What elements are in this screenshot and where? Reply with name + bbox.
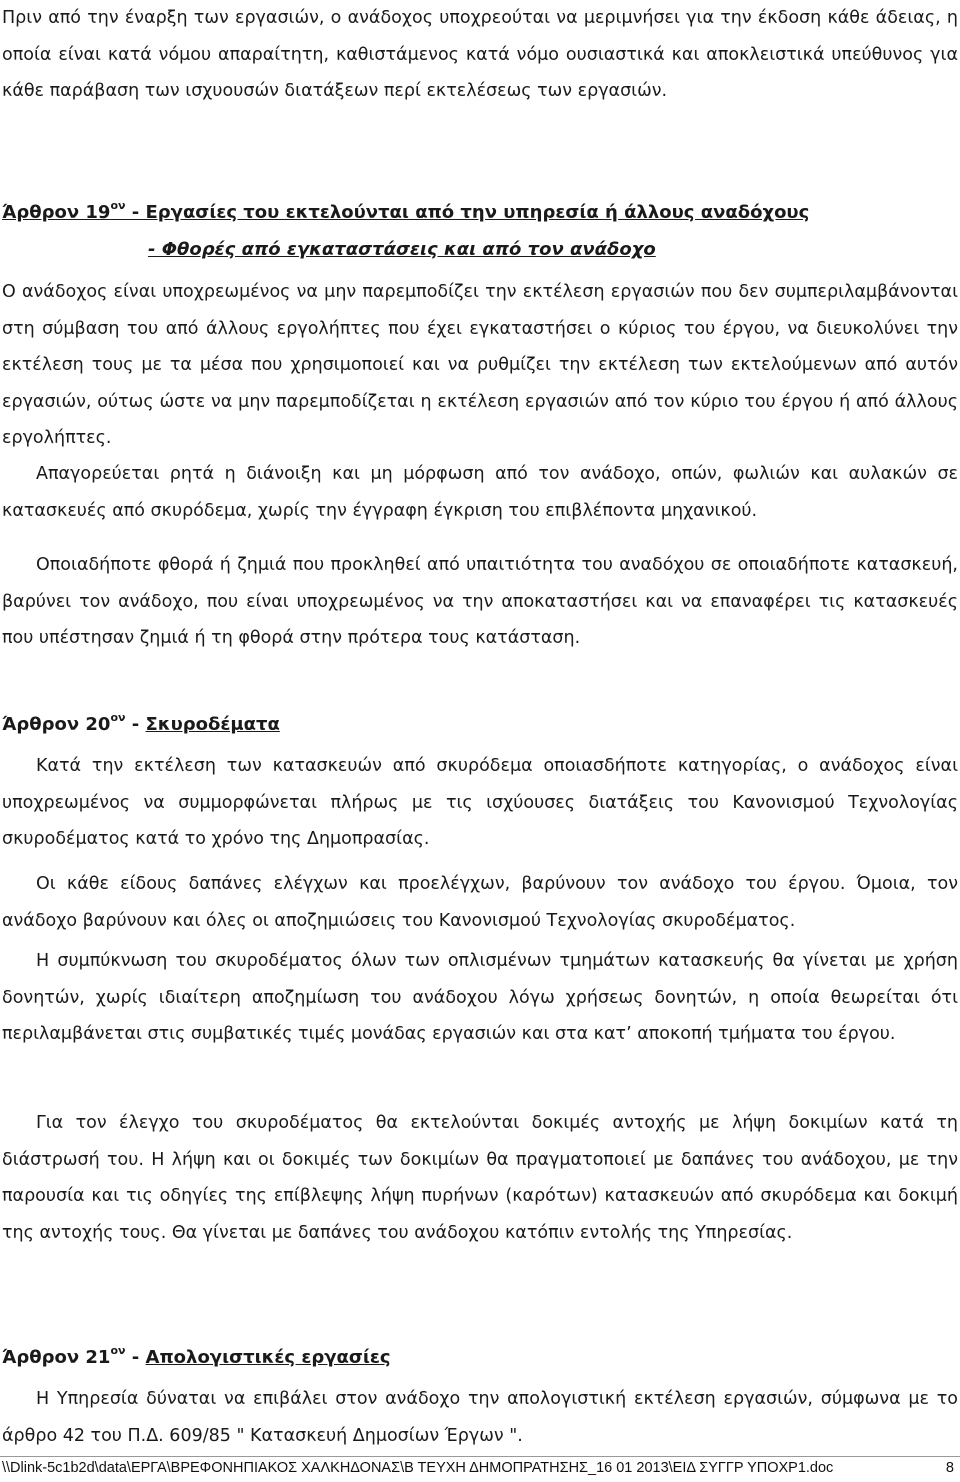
intro-paragraph: Πριν από την έναρξη των εργασιών, ο ανάδοχος υποχρεούται να μεριμνήσει για την έκδοση κάθε άδειας, η οποία είναι κατά νόμου απαραίτητη, καθιστάμενος κατά νόμο ουσιαστικά και αποκλειστικά υπεύθυνος για κάθε παράβαση των ισχυουσών διατάξεων περί εκτελέσεως των εργασιών. [2, 8, 958, 101]
page-number: 8 [945, 1460, 954, 1476]
article-19-label: Άρθρον 19 [2, 202, 111, 223]
article-20-title: Σκυροδέματα [145, 714, 280, 735]
article-19-paragraph-2: Απαγορεύεται ρητά η διάνοιξη και μη μόρφωση από τον ανάδοχο, οπών, φωλιών και αυλακών σε κατασκευές από σκυρόδεμα, χωρίς την έγγραφη έγκριση του επιβλέποντα μηχανικού. [2, 464, 958, 521]
article-19-suffix: ον [110, 199, 126, 212]
article-20-heading [2, 713, 958, 737]
article-20-label: Άρθρον 20 [2, 714, 111, 735]
article-19-paragraph-3: Οποιαδήποτε φθορά ή ζημιά που προκληθεί από υπαιτιότητα του αναδόχου σε οποιαδήποτε κατασκευή, βαρύνει τον ανάδοχο, που είναι υποχρεωμένος να την αποκαταστήσει και να επαναφέρει τις κατασκευές που υπέστησαν ζημιά ή τη φθορά στην πρότερα τους κατάσταση. [2, 555, 958, 648]
article-20-suffix: ον [110, 711, 126, 724]
article-21-label: Άρθρον 21 [2, 1347, 111, 1368]
footer-file-path: \\Dlink-5c1b2d\data\ΕΡΓΑ\ΒΡΕΦΟΝΗΠΙΑΚΟΣ ΧΑΛΚΗΔΟΝΑΣ\Β ΤΕΥΧΗ ΔΗΜΟΠΡΑΤΗΣΗΣ_16 01 2013\ΕΙΔ ΣΥΓΓΡ ΥΠΟΧΡ1.doc [2, 1460, 834, 1476]
article-21-dash: - [125, 1347, 146, 1368]
article-21-suffix: ον [110, 1344, 126, 1357]
article-20-dash: - [125, 714, 146, 735]
article-21-paragraph-1: Η Υπηρεσία δύναται να επιβάλει στον ανάδοχο την απολογιστική εκτέλεση εργασιών, σύμφωνα με το άρθρο 42 του Π.Δ. 609/85 " Κατασκευή Δημοσίων Έργων ". [2, 1389, 958, 1446]
article-19-title: - Εργασίες του εκτελούνται από την υπηρεσία ή άλλους αναδόχους [125, 202, 810, 223]
article-20-paragraph-3: Η συμπύκνωση του σκυροδέματος όλων των οπλισμένων τμημάτων κατασκευής θα γίνεται με χρήση δονητών, χωρίς ιδιαίτερη αποζημίωση του ανάδοχου λόγω χρήσεως δονητών, η οποία θεωρείται ότι περιλαμβάνεται στις συμβατικές τιμές μονάδας εργασιών και στα κατ’ αποκοπή τμήματα του έργου. [2, 951, 958, 1044]
article-21-heading [2, 1346, 958, 1370]
article-19-subtitle: - Φθορές από εγκαταστάσεις και από τον ανάδοχο [148, 239, 656, 260]
page-footer [2, 1460, 958, 1480]
footer-divider [0, 1456, 960, 1457]
article-20-paragraph-1: Κατά την εκτέλεση των κατασκευών από σκυρόδεμα οποιασδήποτε κατηγορίας, ο ανάδοχος είναι υποχρεωμένος να συμμορφώνεται πλήρως με τις ισχύουσες διατάξεις του Κανονισμού Τεχνολογίας σκυροδέματος κατά το χρόνο της Δημοπρασίας. [2, 756, 958, 849]
article-19-paragraph-1: Ο ανάδοχος είναι υποχρεωμένος να μην παρεμποδίζει την εκτέλεση εργασιών που δεν συμπεριλαμβάνονται στη σύμβαση του από άλλους εργολήπτες που έχει εγκαταστήσει ο κύριος του έργου, να διευκολύνει την εκτέλεση τους με τα μέσα που χρησιμοποιεί και να ρυθμίζει την εκτέλεση των εκτελούμενων από αυτόν εργασιών, ούτως ώστε να μην παρεμποδίζεται η εκτέλεση εργασιών από τον κύριο του έργου ή από άλλους εργολήπτες. [2, 282, 958, 448]
article-19-heading [2, 201, 958, 225]
article-20-paragraph-4: Για τον έλεγχο του σκυροδέματος θα εκτελούνται δοκιμές αντοχής με λήψη δοκιμίων κατά τη διάστρωσή του. Η λήψη και οι δοκιμές των δοκιμίων θα πραγματοποιεί με δαπάνες του ανάδοχου, με την παρουσία και τις οδηγίες της επίβλεψης λήψη πυρήνων (καρότων) κατασκευών από σκυρόδεμα και δοκιμή της αντοχής τους. Θα γίνεται με δαπάνες του ανάδοχου κατόπιν εντολής της Υπηρεσίας. [2, 1113, 958, 1243]
article-21-title: Απολογιστικές εργασίες [145, 1347, 391, 1368]
article-20-paragraph-2: Οι κάθε είδους δαπάνες ελέγχων και προελέγχων, βαρύνουν τον ανάδοχο του έργου. Όμοια, τον ανάδοχο βαρύνουν και όλες οι αποζημιώσεις του Κανονισμού Τεχνολογίας σκυροδέματος. [2, 874, 958, 931]
